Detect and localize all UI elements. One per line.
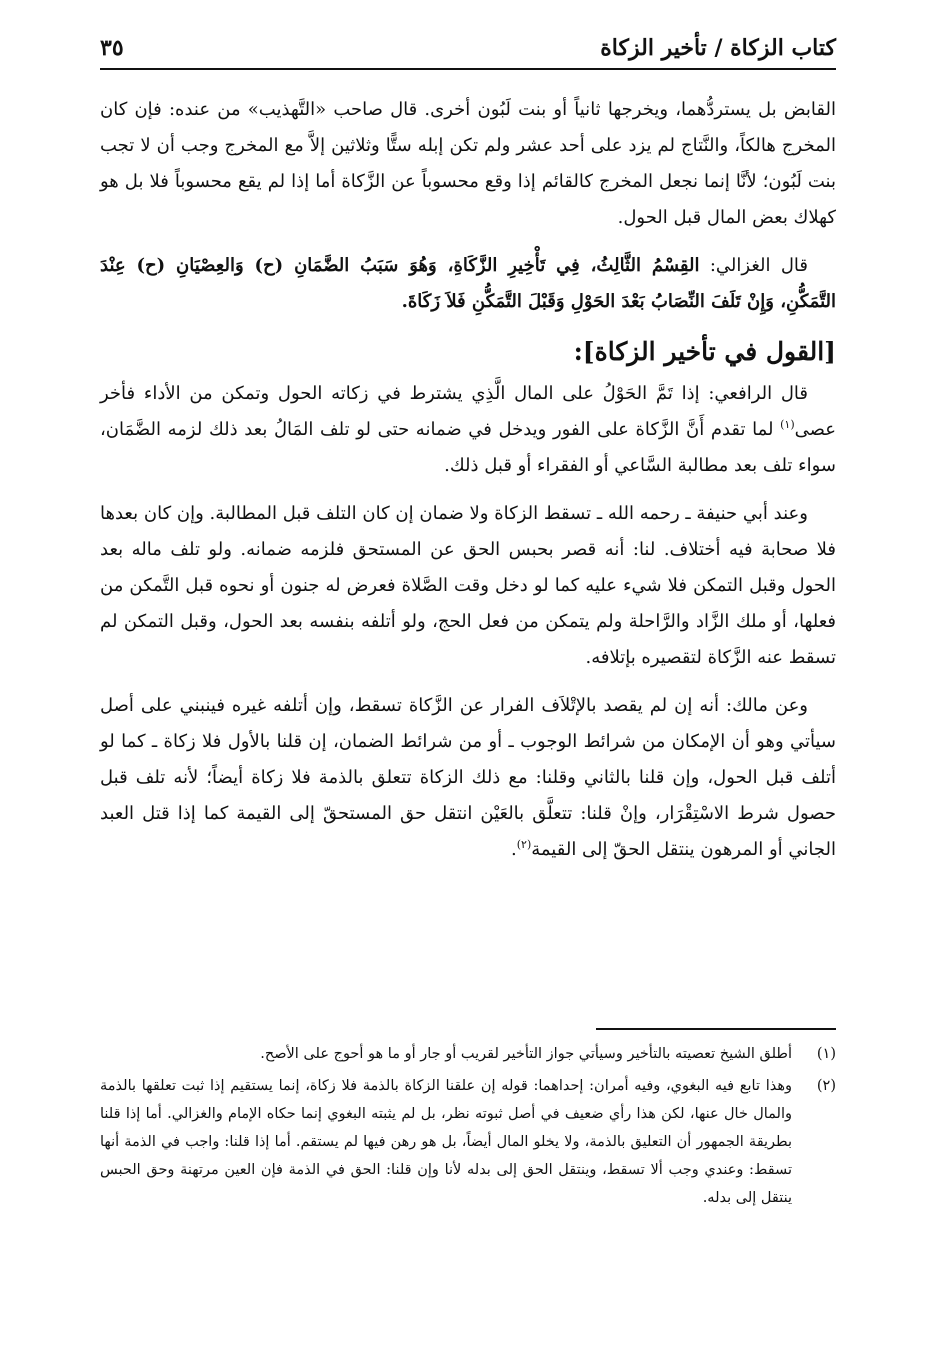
quote-attribution: قال الغزالي:: [699, 255, 809, 276]
paragraph-rafii: [100, 376, 836, 484]
footnote-number: (١): [816, 1046, 836, 1062]
paragraph-ghazali-quote: [100, 248, 836, 320]
footnote-ref-2[interactable]: (٢): [516, 838, 532, 851]
footnote-2: [100, 1072, 836, 1212]
paragraph-text: وعن مالك: أنه إن لم يقصد بالإتْلاَف الفرار عن الزَّكاة تسقط، وإن أتلفه غيره فينبني على أصل سيأتي وهو أن الإمكان من شرائط الوجوب ـ أو من شرائط الضمان، إن قلنا بالأول فلا زكاة ـ كما لو أتلف قبل الحول، وإن قلنا بالثاني وقلنا: مع ذلك الزكاة تتعلق بالذمة فلا زكاة أيضاً؛ لأنه تلف قبل حصول شرط الاسْتِقْرَار، وإنْ قلنا: تتعلَّق بالعَيْن انتقل حق المستحقّ إلى القيمة كما إذا قتل العبد الجاني أو المرهون ينتقل الحقّ إلى القيمة: [100, 695, 837, 860]
paragraph-text: قال الرافعي: إذا تَمَّ الحَوْلُ على المال الَّذِي يشترط في زكاته الحول وتمكن من الأداء فأخر عصى: [100, 383, 836, 440]
page-number: ٣٥: [100, 35, 124, 61]
footnote-text: وهذا تابع فيه البغوي، وفيه أمران: إحداهما: قوله إن علقنا الزكاة بالذمة فلا زكاة، إنما يستقيم إذا ثبت تعلقها بالذمة والمال خال عنها، لكن هذا رأي ضعيف في أصل ثبوته نظر، بل لم يثبته البغوي إنما حكاه الإمام والغزالي. أما إذا قلنا بطريقة الجمهور أن التعليق بالذمة، ولا يخلو المال أيضاً، بل هو رهن فيها لم يستقم. أما إذا قلنا: واجب في الذمة أنها تسقط: وعندي وجب ألا تسقط، وينتقل الحق إلى بدله لأنا وإن قلنا: الحق في الذمة فإن العين مرتهنة وحق الحبس ينتقل إلى بدله.: [100, 1078, 792, 1206]
section-heading: [القول في تأخير الزكاة]:: [573, 337, 836, 366]
paragraph-text: لما تقدم أَنَّ الزَّكاة على الفور ويدخل في ضمانه حتى لو تلف المَالُ بعد ذلك لزمه الضَّمَان، سواء تلف بعد مطالبة السَّاعي أو الفقراء أو قبل ذلك.: [100, 419, 836, 476]
footnote-number: (٢): [816, 1078, 836, 1094]
paragraph-malik: [100, 688, 836, 868]
main-text: [100, 92, 836, 880]
quote-text: القِسْمُ الثَّالِثُ، فِي تَأْخِيرِ الزَّكَاةِ، وَهُوَ سَبَبُ الضَّمَانِ (ح) وَالعِصْيَانِ (ح) عِنْدَ التَّمَكُّنِ، وَإِنْ تَلَفَ النِّصَابُ بَعْدَ الحَوْلِ وَقَبْلَ التَّمَكُّنِ فَلاَ زَكَاةَ.: [100, 255, 836, 312]
footnote-1: [100, 1040, 836, 1068]
running-header: [100, 28, 836, 70]
footnote-ref-1[interactable]: (١): [780, 418, 795, 431]
paragraph-abu-hanifa: [100, 496, 836, 676]
paragraph-text: .: [510, 839, 517, 860]
paragraph-text: وعند أبي حنيفة ـ رحمه الله ـ تسقط الزكاة ولا ضمان إن كان التلف قبل المطالبة. وإن كان بعدها فلا صحابة فيه أختلاف. لنا: أنه قصر بحبس الحق عن المستحق فلزمه ضمانه. ولو تلف ماله بعد الحول وقبل التمكن فلا شيء عليه كما لو دخل وقت الصَّلاة فعرض له جنون أو نحوه قبل التَّمكن من فعلها، أو ملك الزَّاد والرَّاحلة ولم يتمكن من فعل الحج، ولو أتلفه بنفسه بعد الحول، وقبل التمكن لم تسقط عنه الزَّكاة لتقصيره بإتلافه.: [100, 503, 836, 668]
running-title: كتاب الزكاة / تأخير الزكاة: [600, 35, 836, 61]
footnotes: [100, 1040, 836, 1216]
paragraph-continuation: [100, 92, 836, 236]
footnote-divider: [596, 1028, 836, 1030]
footnote-text: أطلق الشيخ تعصيته بالتأخير وسيأتي جواز التأخير لقريب أو جار أو ما هو أحوج على الأصح.: [260, 1046, 792, 1062]
paragraph-text: القابض بل يستردُّهما، ويخرجها ثانياً أو بنت لَبُون أخرى. قال صاحب «التَّهذيب» من عنده: فإن كان المخرج هالكاً، والنَّتاج لم يزد على أحد عشر ولم تكن إبله ستًّا وثلاثين إلاَّ مع المخرج وجب أن لا تجب بنت لَبُون؛ لأنَّا إنما نجعل المخرج كالقائم إذا وقع محسوباً عن الزَّكاة أما إذا لم يقع محسوباً فلا بل هو كهلاك بعض المال قبل الحول.: [100, 99, 836, 228]
